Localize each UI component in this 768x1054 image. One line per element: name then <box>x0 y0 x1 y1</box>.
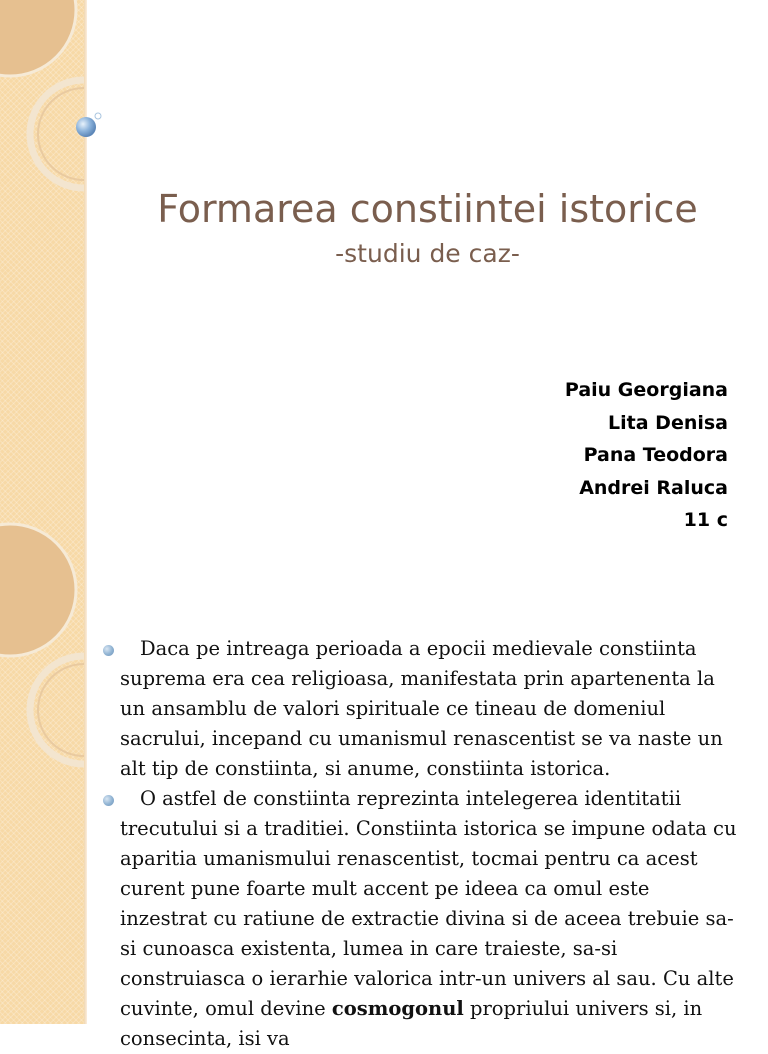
authors-list <box>565 374 728 537</box>
sidebar-circles-decoration <box>0 0 84 1024</box>
body-text <box>100 634 740 1054</box>
paragraph-text: Daca pe intreaga perioada a epocii medievale constiinta suprema era cea religioasa, manifestata prin apartenenta la un ansamblu de valori spirituale ce tineau de domeniul sacrului, incepand cu umanismul renascentist se va naste un alt tip de constiinta, si anume, constiinta istorica. <box>120 637 723 780</box>
sidebar-edge <box>84 0 87 1024</box>
author-name: Paiu Georgiana <box>564 379 728 401</box>
decorative-sidebar <box>0 0 84 1024</box>
author-name: Lita Denisa <box>608 411 728 434</box>
bold-term: cosmogonul <box>331 997 464 1020</box>
bullet-paragraph <box>100 634 740 784</box>
slide-subtitle: -studiu de caz- <box>335 239 520 268</box>
author-name: Andrei Raluca <box>579 476 728 499</box>
bullet-icon <box>103 795 114 806</box>
slide-title: Formarea constiintei istorice <box>157 187 698 231</box>
class-label: 11 c <box>683 509 728 531</box>
blue-orb-icon <box>74 108 106 140</box>
title-block <box>87 180 768 270</box>
bullet-icon <box>103 645 114 656</box>
bullet-paragraph <box>100 784 740 1054</box>
author-name: Pana Teodora <box>583 444 728 466</box>
paragraph-text-continued: propriului univers si, in consecinta, isi va <box>120 997 703 1050</box>
paragraph-text: O astfel de constiinta reprezinta intelegerea identitatii trecutului si a traditiei. Constiinta istorica se impune odata cu aparitia umanismului renascentist, tocmai pentru ca acest curent pune foarte mult accent pe ideea ca omul este inzestrat cu ratiune de extractie divina si de aceea trebuie sa-si cunoasca existenta, lumea in care traieste, sa-si construiasca o ierarhie valorica intr-un univers al sau. Cu alte cuvinte, omul devine <box>120 787 737 1020</box>
